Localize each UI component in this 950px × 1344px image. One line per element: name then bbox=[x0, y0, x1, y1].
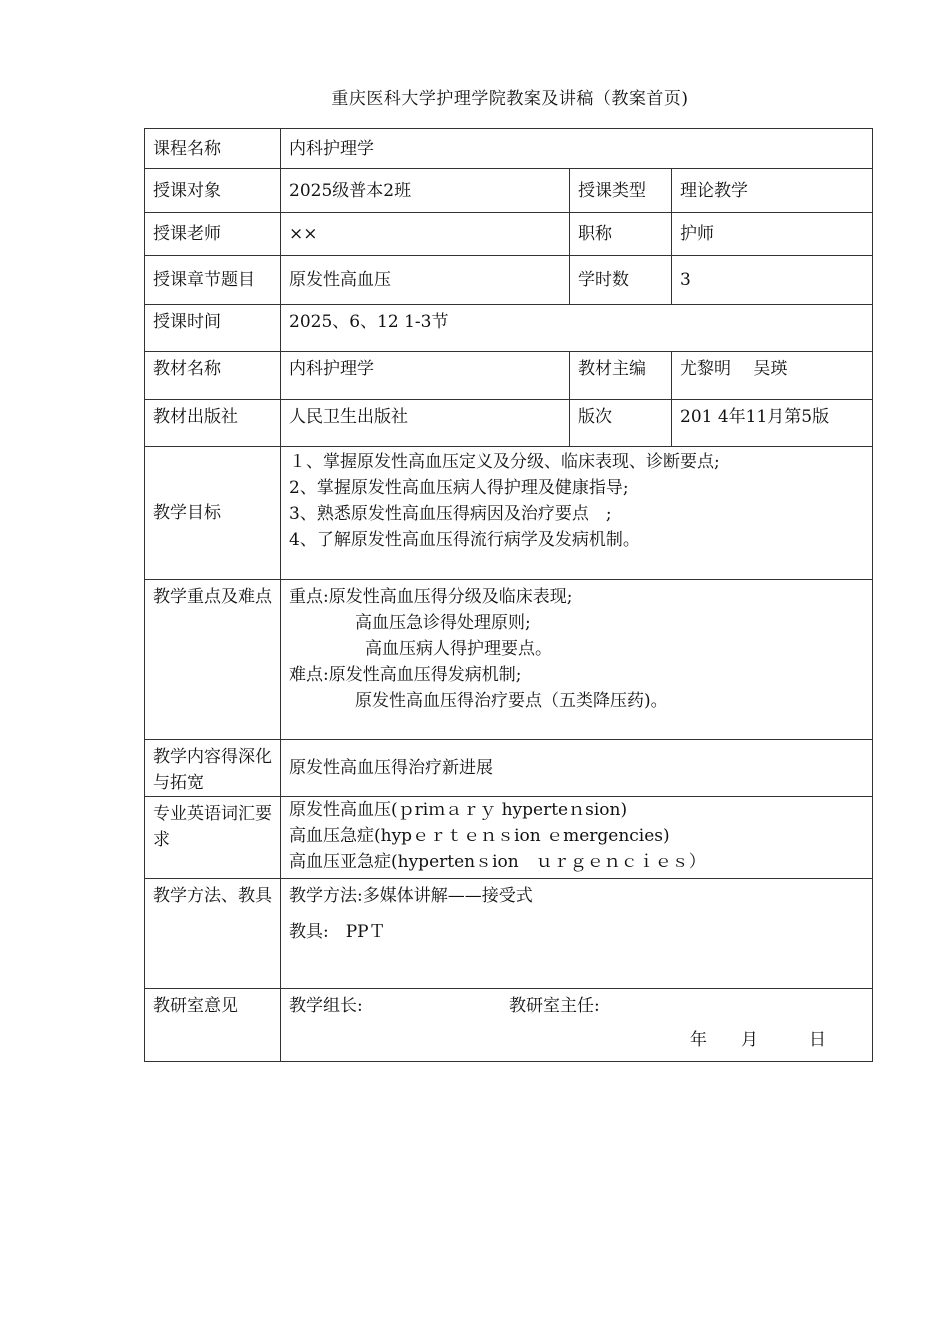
extension-label: 教学内容得深化与拓宽 bbox=[145, 740, 281, 797]
key-points-content bbox=[281, 580, 873, 740]
objective-line: 2、掌握原发性高血压病人得护理及健康指导; bbox=[289, 478, 629, 498]
key-point-line: 高血压病人得护理要点。 bbox=[365, 639, 552, 659]
textbook-value: 内科护理学 bbox=[281, 352, 570, 400]
extension-value: 原发性高血压得治疗新进展 bbox=[281, 740, 873, 797]
row-audience bbox=[145, 169, 873, 213]
teaching-tools: 教具: PPＴ bbox=[289, 922, 386, 942]
publisher-value: 人民卫生出版社 bbox=[281, 400, 570, 447]
row-opinion bbox=[145, 989, 873, 1062]
english-term: 高血压急症(hypｅｒｔｅｎｓion ｅmergencies) bbox=[289, 826, 670, 846]
objective-line: 3、熟悉原发性高血压得病因及治疗要点 ; bbox=[289, 504, 612, 524]
title-value: 护师 bbox=[672, 213, 873, 256]
methods-label: 教学方法、教具 bbox=[145, 879, 281, 989]
row-textbook bbox=[145, 352, 873, 400]
title-label: 职称 bbox=[570, 213, 672, 256]
editor-value: 尤黎明 吴瑛 bbox=[672, 352, 873, 400]
objectives-label: 教学目标 bbox=[145, 447, 281, 580]
english-label: 专业英语词汇要求 bbox=[145, 797, 281, 879]
document-title: 重庆医科大学护理学院教案及讲稿（教案首页) bbox=[331, 89, 689, 109]
english-content bbox=[281, 797, 873, 879]
director-label: 教研室主任: bbox=[509, 996, 600, 1016]
objective-line: １、掌握原发性高血压定义及分级、临床表现、诊断要点; bbox=[289, 452, 720, 472]
row-extension bbox=[145, 740, 873, 797]
difficulty-line: 原发性高血压得治疗要点（五类降压药)。 bbox=[355, 691, 668, 711]
audience-value: 2025级普本2班 bbox=[281, 169, 570, 213]
row-chapter bbox=[145, 256, 873, 305]
textbook-label: 教材名称 bbox=[145, 352, 281, 400]
row-teacher bbox=[145, 213, 873, 256]
chapter-value: 原发性高血压 bbox=[281, 256, 570, 305]
key-point-line: 高血压急诊得处理原则; bbox=[355, 613, 531, 633]
hours-label: 学时数 bbox=[570, 256, 672, 305]
teacher-value: ×× bbox=[281, 213, 570, 256]
group-leader-label: 教学组长: bbox=[289, 996, 363, 1016]
time-label: 授课时间 bbox=[145, 305, 281, 352]
opinion-label: 教研室意见 bbox=[145, 989, 281, 1062]
english-term: 高血压亚急症(hypertenｓion ｕｒｇｅｎｃｉｅｓ） bbox=[289, 852, 706, 872]
difficulty-line: 难点:原发性高血压得发病机制; bbox=[289, 665, 522, 685]
objective-line: 4、了解原发性高血压得流行病学及发病机制。 bbox=[289, 530, 640, 550]
methods-content bbox=[281, 879, 873, 989]
chapter-label: 授课章节题目 bbox=[145, 256, 281, 305]
time-value: 2025、6、12 1-3节 bbox=[281, 305, 873, 352]
row-time bbox=[145, 305, 873, 352]
edition-value: 201 4年11月第5版 bbox=[672, 400, 873, 447]
course-name-label: 课程名称 bbox=[145, 129, 281, 169]
audience-label: 授课对象 bbox=[145, 169, 281, 213]
row-key-points bbox=[145, 580, 873, 740]
teaching-method: 教学方法:多媒体讲解——接受式 bbox=[289, 886, 533, 906]
row-objectives bbox=[145, 447, 873, 580]
course-name-value: 内科护理学 bbox=[281, 129, 873, 169]
lesson-plan-table bbox=[144, 128, 873, 1062]
hours-value: 3 bbox=[672, 256, 873, 305]
date-line: 年 月 日 bbox=[690, 1030, 826, 1050]
key-point-line: 重点:原发性高血压得分级及临床表现; bbox=[289, 587, 573, 607]
row-methods bbox=[145, 879, 873, 989]
course-type-label: 授课类型 bbox=[570, 169, 672, 213]
editor-label: 教材主编 bbox=[570, 352, 672, 400]
opinion-content bbox=[281, 989, 873, 1062]
edition-label: 版次 bbox=[570, 400, 672, 447]
course-type-value: 理论教学 bbox=[672, 169, 873, 213]
objectives-content bbox=[281, 447, 873, 580]
teacher-label: 授课老师 bbox=[145, 213, 281, 256]
row-course-name bbox=[145, 129, 873, 169]
row-publisher bbox=[145, 400, 873, 447]
english-term: 原发性高血压(ｐriｍａｒｙ hyperteｎsion) bbox=[289, 800, 628, 820]
key-points-label: 教学重点及难点 bbox=[145, 580, 281, 740]
row-english bbox=[145, 797, 873, 879]
publisher-label: 教材出版社 bbox=[145, 400, 281, 447]
